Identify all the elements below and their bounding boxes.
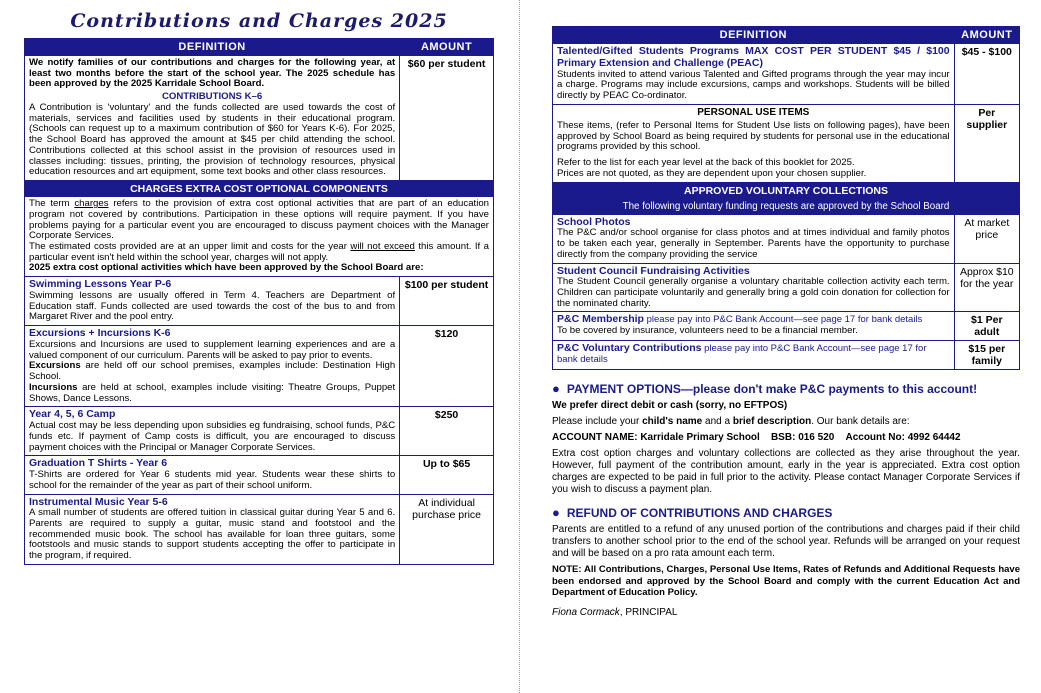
charges-p1-post: refers to the provision of extra cost optional activities that are part of an education program not covered by contributions. Participation in these options will require payment. If you have problems paying for a particular event you are encouraged to discuss payment choices with the Manager Corporate Services. bbox=[29, 198, 489, 242]
payment-line2-post: . Our bank details are: bbox=[811, 416, 910, 428]
swimming-body: Swimming lessons are usually offered in Term 4. Teachers are Department of Education staff. Funds collected are used towards the cost of the bus to and from Margaret River and the pool entry. bbox=[29, 289, 396, 323]
refund-heading: REFUND OF CONTRIBUTIONS AND CHARGES bbox=[566, 506, 833, 521]
note-label: NOTE: bbox=[552, 564, 582, 576]
student-council-body: The Student Council generally organise a voluntary charitable collection activity each term. Children can participate voluntarily and generally bring a gold coin donation for collection for the nominated charity. bbox=[557, 276, 950, 309]
amount-peac: $45 - $100 bbox=[954, 44, 1019, 105]
charges-p2-pre: The estimated costs provided are at an upper limit and costs for the year bbox=[29, 241, 351, 253]
peac-body: Students invited to attend various Talented and Gifted programs through the year may incur a charge. Programs may include excursions, camps and workshops. Students will be billed directly by PEAC Co-ordinator. bbox=[557, 68, 950, 101]
column-header-definition: DEFINITION bbox=[25, 39, 400, 56]
table-row bbox=[25, 407, 494, 456]
pc-voluntary-note: please pay into P&C Bank Account—see page 17 for bank details bbox=[557, 343, 927, 366]
approved-voluntary-band: APPROVED VOLUNTARY COLLECTIONS bbox=[553, 183, 1019, 199]
amount-camp: $250 bbox=[400, 407, 494, 456]
payment-line2-pre: Please include your bbox=[552, 416, 643, 428]
pc-voluntary-cell bbox=[553, 341, 955, 370]
bullet-icon: ● bbox=[552, 505, 560, 521]
left-column bbox=[24, 10, 494, 565]
personal-use-subheading: PERSONAL USE ITEMS bbox=[697, 106, 810, 118]
table-row bbox=[25, 456, 494, 494]
amount-contributions: $60 per student bbox=[400, 56, 494, 181]
pc-membership-title: P&C Membership bbox=[557, 313, 644, 326]
contributions-subheading: CONTRIBUTIONS K–6 bbox=[161, 91, 263, 103]
charges-paragraph-1 bbox=[29, 199, 489, 242]
excursions-body: Excursions and Incursions are used to supplement learning experiences and are a valued component of our curriculum. Parents will be asked to pay prior to events. bbox=[29, 338, 396, 361]
school-photos-cell bbox=[553, 214, 955, 263]
personal-use-body: These items, (refer to Personal Items for Student Use lists on following pages), have been approved by School Board as being required by students for personal use in the educational programs provided by this school. bbox=[557, 119, 950, 153]
table-row bbox=[25, 56, 494, 181]
payment-options-heading-row bbox=[552, 382, 1020, 396]
charges-body bbox=[25, 197, 493, 276]
approved-voluntary-subband: The following voluntary funding requests are approved by the School Board bbox=[553, 199, 1019, 214]
charges-paragraph-2 bbox=[29, 242, 489, 263]
personal-use-body-wrap bbox=[553, 120, 954, 182]
excursions-title: Excursions + Incursions K-6 bbox=[29, 327, 171, 340]
tshirts-body: T-Shirts are ordered for Year 6 students mid year. Students wear these shirts to school for the remainder of the year as part of their school uniform. bbox=[29, 469, 396, 491]
incursions-label: Incursions bbox=[29, 381, 78, 393]
principal-title: , PRINCIPAL bbox=[619, 606, 678, 618]
note-text: All Contributions, Charges, Personal Use Items, Rates of Refunds and Additional Requests have been endorsed and approved by the School Board and comply with the current Education Act and Department of Education Policy. bbox=[552, 564, 1020, 599]
camp-cell bbox=[25, 407, 400, 456]
column-header-amount: AMOUNT bbox=[400, 39, 494, 56]
page-divider bbox=[519, 0, 520, 693]
charges-p1-pre: The term bbox=[29, 198, 75, 210]
table-row bbox=[553, 182, 1020, 214]
incursions-text: are held at school, examples include visiting: Theatre Groups, Puppet Shows, Dance Lessons. bbox=[29, 381, 396, 404]
pc-membership-note: please pay into P&C Bank Account—see page 17 for bank details bbox=[646, 314, 923, 326]
refund-heading-row bbox=[552, 506, 1020, 520]
amount-pc-voluntary: $15 per family bbox=[954, 341, 1019, 370]
payment-preference: We prefer direct debit or cash (sorry, no EFTPOS) bbox=[552, 400, 788, 412]
payment-line2-mid: and a bbox=[702, 416, 733, 428]
bank-details-line bbox=[552, 432, 1020, 444]
table-row bbox=[25, 181, 494, 277]
contributions-body: A Contribution is 'voluntary' and the funds collected are used towards the cost of materials, services and facilities used by students in their educational program. (Schools can request up to a maximum contribution of $60 for Years K-6). For 2025, the School Board has approved the amount at $45 per child attending the school. Contributions collected at this school assist in the provision of resources used in classes including: tissues, printing, the provision of technology resources, physical education resources and art equipment, some text books and other class resources. bbox=[29, 101, 396, 178]
refund-paragraph: Parents are entitled to a refund of any unused portion of the contributions and charges paid if their child transfers to another school prior to the end of the school year. Refunds will be arranged on your request and will be based on a pro rata amount each term. bbox=[552, 524, 1020, 560]
peac-title-a: Talented/Gifted Students Programs MAX COST PER STUDENT $45 / $100 bbox=[557, 45, 950, 57]
notify-paragraph: We notify families of our contributions and charges for the following year, at least two months before the start of the school year. The 2025 schedule has been approved by the 2025 Karridale School Board. bbox=[29, 57, 396, 90]
pc-membership-cell bbox=[553, 312, 955, 341]
table-header-row bbox=[25, 39, 494, 56]
column-header-amount: AMOUNT bbox=[954, 27, 1019, 44]
peac-cell bbox=[553, 44, 955, 105]
charges-section-cell bbox=[25, 181, 494, 277]
table-row bbox=[25, 326, 494, 407]
charges-paragraph-3: 2025 extra cost optional activities which have been approved by the School Board are: bbox=[29, 262, 424, 274]
tshirts-title: Graduation T Shirts - Year 6 bbox=[29, 457, 168, 470]
peac-title bbox=[557, 46, 950, 70]
table-row bbox=[553, 104, 1020, 182]
school-photos-body: The P&C and/or school organise for class photos and at times individual and family photos to be taken each year, generally in September. Parents have the opportunity to purchase directly from the company providing the service bbox=[557, 227, 950, 260]
payment-options-section bbox=[552, 382, 1020, 496]
pc-voluntary-title-line bbox=[557, 343, 950, 365]
table-row bbox=[553, 44, 1020, 105]
excursions-label: Excursions bbox=[29, 360, 81, 372]
swimming-cell bbox=[25, 277, 400, 326]
table-row bbox=[553, 263, 1020, 312]
payment-options-heading: PAYMENT OPTIONS—please don't make P&C payments to this account! bbox=[566, 382, 978, 397]
charges-p1-underline: charges bbox=[74, 198, 109, 210]
table-row bbox=[553, 214, 1020, 263]
payment-child-name-bold: child's name bbox=[642, 416, 703, 428]
account-number-value: 4992 64442 bbox=[907, 432, 961, 444]
personal-use-body-3: Prices are not quoted, as they are dependent upon your chosen supplier. bbox=[557, 167, 867, 179]
personal-use-cell bbox=[553, 104, 955, 182]
table-row bbox=[25, 277, 494, 326]
amount-excursions: $120 bbox=[400, 326, 494, 407]
table-row bbox=[553, 341, 1020, 370]
payment-description-bold: brief description bbox=[732, 416, 812, 428]
principal-signature bbox=[552, 607, 1020, 618]
bsb-label: BSB: bbox=[770, 432, 796, 444]
camp-body: Actual cost may be less depending upon subsidies eg fundraising, school funds, P&C funds etc. If payment of Camp costs is difficult, you are encouraged to discuss payment choices with the Principal or Manager Corporate Services. bbox=[29, 420, 396, 453]
charges-p2-underline: will not exceed bbox=[350, 241, 415, 253]
tshirts-cell bbox=[25, 456, 400, 494]
approved-voluntary-cell bbox=[553, 182, 1020, 214]
charges-p2-post: this amount. If a particular event isn't held within the school year, charges will not apply. bbox=[29, 241, 489, 263]
principal-name: Fiona Cormack bbox=[552, 606, 620, 618]
payment-include-line bbox=[552, 416, 1020, 428]
refund-note bbox=[552, 564, 1020, 598]
table-row bbox=[25, 494, 494, 564]
personal-use-body-2: Refer to the list for each year level at the back of this booklet for 2025. bbox=[557, 157, 855, 169]
amount-personal-use: Per supplier bbox=[954, 104, 1019, 182]
excursions-line-2 bbox=[29, 361, 395, 382]
account-number-label: Account No: bbox=[845, 432, 905, 444]
bsb-value: 016 520 bbox=[798, 432, 835, 444]
amount-swimming: $100 per student bbox=[400, 277, 494, 326]
pc-membership-body: To be covered by insurance, volunteers need to be a financial member. bbox=[557, 325, 858, 337]
amount-pc-membership: $1 Per adult bbox=[954, 312, 1019, 341]
amount-school-photos: At market price bbox=[954, 214, 1019, 263]
amount-tshirts: Up to $65 bbox=[400, 456, 494, 494]
bank-name-label: ACCOUNT NAME: bbox=[552, 432, 638, 444]
music-cell bbox=[25, 494, 400, 564]
voluntary-collections-table bbox=[552, 26, 1020, 370]
excursions-text: are held off our school premises, examples include: Destination High School. bbox=[29, 360, 396, 383]
bank-name-value: Karridale Primary School bbox=[640, 432, 760, 444]
table-header-row bbox=[553, 27, 1020, 44]
camp-title: Year 4, 5, 6 Camp bbox=[29, 408, 116, 421]
music-title: Instrumental Music Year 5-6 bbox=[29, 495, 168, 508]
right-column bbox=[552, 26, 1020, 619]
amount-student-council: Approx $10 for the year bbox=[954, 263, 1019, 312]
student-council-title: Student Council Fundraising Activities bbox=[557, 264, 750, 277]
excursions-cell bbox=[25, 326, 400, 407]
contributions-charges-table bbox=[24, 38, 494, 565]
page-title: Contributions and Charges 2025 bbox=[70, 10, 448, 32]
contributions-cell bbox=[25, 56, 400, 181]
school-photos-title: School Photos bbox=[557, 215, 631, 228]
student-council-cell bbox=[553, 263, 955, 312]
bullet-icon: ● bbox=[552, 381, 560, 397]
pc-voluntary-title: P&C Voluntary Contributions bbox=[557, 342, 702, 355]
column-header-definition: DEFINITION bbox=[553, 27, 955, 44]
incursions-line-3 bbox=[29, 383, 395, 404]
payment-paragraph: Extra cost option charges and voluntary collections are collected as they arise throughout the year. However, full payment of the contribution amount, early in the year is appreciated. Extra cost option charges are expected to be paid in full prior to the activity. Please contact Manager Corporate Services if you wish to discuss a payment plan. bbox=[552, 448, 1020, 496]
charges-band: CHARGES EXTRA COST OPTIONAL COMPONENTS bbox=[25, 181, 493, 197]
table-row bbox=[553, 312, 1020, 341]
music-body: A small number of students are offered tuition in classical guitar during Year 5 and 6. Parents are required to supply a guitar, music stand and footstool and the recommended music book. The school has available for loan three guitars, some footstools and music stands to support students accepting the offer to participate in the program, if required. bbox=[29, 507, 396, 562]
swimming-title: Swimming Lessons Year P-6 bbox=[29, 278, 172, 291]
peac-title-b: Primary Extension and Challenge (PEAC) bbox=[557, 56, 763, 69]
amount-music: At individual purchase price bbox=[400, 494, 494, 564]
refund-section bbox=[552, 506, 1020, 617]
